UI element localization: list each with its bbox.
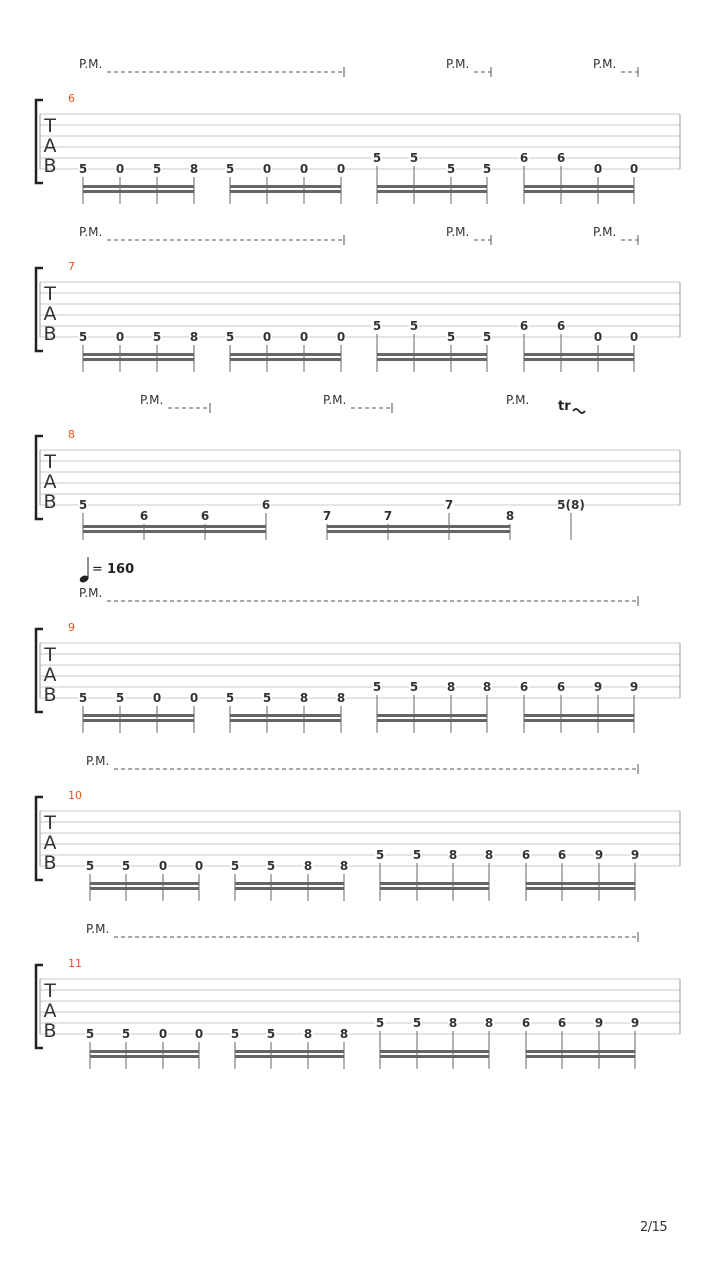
measure-number: 10 xyxy=(68,789,82,802)
beam-secondary xyxy=(230,190,341,193)
fret-number: 8 xyxy=(446,680,456,694)
palm-mute-label: P.M. xyxy=(79,586,103,600)
tab-clef-letter: B xyxy=(43,684,57,706)
palm-mute-label: P.M. xyxy=(506,393,530,407)
fret-number: 5 xyxy=(412,848,422,862)
fret-number: 6 xyxy=(557,848,567,862)
fret-number: 0 xyxy=(194,859,204,873)
fret-number: 5 xyxy=(230,859,240,873)
beam-secondary xyxy=(235,887,344,890)
measure-number: 8 xyxy=(68,428,75,441)
fret-number: 0 xyxy=(336,162,346,176)
beam-primary xyxy=(526,882,635,885)
beam-secondary xyxy=(524,719,634,722)
tab-clef-letter: A xyxy=(43,135,57,157)
fret-number: 5 xyxy=(409,319,419,333)
fret-number: 5 xyxy=(225,162,235,176)
fret-number: 9 xyxy=(593,680,603,694)
palm-mute-label: P.M. xyxy=(593,225,617,239)
fret-number: 7 xyxy=(383,509,393,523)
page-number: 2/15 xyxy=(640,1220,668,1235)
fret-number: 0 xyxy=(115,162,125,176)
fret-number: 5 xyxy=(482,330,492,344)
beam-secondary xyxy=(380,1055,489,1058)
fret-number: 5 xyxy=(446,162,456,176)
fret-number: 8 xyxy=(303,859,313,873)
fret-number: 8 xyxy=(484,848,494,862)
fret-number: 5(8) xyxy=(557,498,585,512)
fret-number: 6 xyxy=(557,1016,567,1030)
fret-number: 0 xyxy=(262,330,272,344)
fret-number: 5 xyxy=(372,151,382,165)
fret-number: 0 xyxy=(299,162,309,176)
fret-number: 8 xyxy=(484,1016,494,1030)
palm-mute-label: P.M. xyxy=(86,922,110,936)
beam-primary xyxy=(526,1050,635,1053)
measure-number: 11 xyxy=(68,957,82,970)
beam-secondary xyxy=(526,887,635,890)
tab-clef-letter: A xyxy=(43,664,57,686)
fret-number: 8 xyxy=(482,680,492,694)
fret-number: 0 xyxy=(152,691,162,705)
fret-number: 8 xyxy=(339,1027,349,1041)
beam-primary xyxy=(90,1050,199,1053)
fret-number: 0 xyxy=(593,162,603,176)
fret-number: 6 xyxy=(521,1016,531,1030)
beam-primary xyxy=(83,185,194,188)
fret-number: 5 xyxy=(266,1027,276,1041)
fret-number: 5 xyxy=(262,691,272,705)
beam-primary xyxy=(83,525,266,528)
palm-mute-label: P.M. xyxy=(79,57,103,71)
fret-number: 9 xyxy=(630,1016,640,1030)
fret-number: 8 xyxy=(299,691,309,705)
fret-number: 8 xyxy=(448,1016,458,1030)
fret-number: 6 xyxy=(556,319,566,333)
fret-number: 5 xyxy=(482,162,492,176)
palm-mute-label: P.M. xyxy=(593,57,617,71)
trill-wave xyxy=(573,409,585,413)
fret-number: 7 xyxy=(322,509,332,523)
fret-number: 8 xyxy=(189,330,199,344)
fret-number: 5 xyxy=(115,691,125,705)
trill-marking: tr xyxy=(558,399,571,414)
beam-primary xyxy=(380,1050,489,1053)
fret-number: 0 xyxy=(262,162,272,176)
beam-secondary xyxy=(377,358,487,361)
fret-number: 0 xyxy=(194,1027,204,1041)
beam-primary xyxy=(230,353,341,356)
beam-primary xyxy=(90,882,199,885)
beam-secondary xyxy=(377,190,487,193)
fret-number: 5 xyxy=(225,691,235,705)
beam-secondary xyxy=(377,719,487,722)
fret-number: 5 xyxy=(409,680,419,694)
fret-number: 6 xyxy=(556,680,566,694)
tab-clef-letter: A xyxy=(43,471,57,493)
fret-number: 0 xyxy=(629,162,639,176)
fret-number: 0 xyxy=(158,859,168,873)
fret-number: 5 xyxy=(85,859,95,873)
beam-secondary xyxy=(83,719,194,722)
fret-number: 6 xyxy=(139,509,149,523)
beam-primary xyxy=(83,353,194,356)
fret-number: 0 xyxy=(593,330,603,344)
beam-primary xyxy=(380,882,489,885)
fret-number: 5 xyxy=(78,691,88,705)
fret-number: 6 xyxy=(521,848,531,862)
beam-secondary xyxy=(380,887,489,890)
fret-number: 5 xyxy=(152,162,162,176)
fret-number: 5 xyxy=(375,1016,385,1030)
beam-secondary xyxy=(526,1055,635,1058)
beam-primary xyxy=(327,525,510,528)
palm-mute-label: P.M. xyxy=(323,393,347,407)
tempo-value: 160 xyxy=(107,562,135,577)
fret-number: 5 xyxy=(78,330,88,344)
fret-number: 6 xyxy=(519,680,529,694)
fret-number: 6 xyxy=(261,498,271,512)
measure-number: 9 xyxy=(68,621,75,634)
fret-number: 9 xyxy=(629,680,639,694)
fret-number: 5 xyxy=(412,1016,422,1030)
beam-primary xyxy=(230,185,341,188)
tab-clef-letter: A xyxy=(43,303,57,325)
tab-clef-letter: T xyxy=(44,644,56,666)
tab-clef-letter: T xyxy=(44,283,56,305)
fret-number: 6 xyxy=(200,509,210,523)
fret-number: 9 xyxy=(594,1016,604,1030)
tab-clef-letter: B xyxy=(43,323,57,345)
fret-number: 8 xyxy=(303,1027,313,1041)
fret-number: 5 xyxy=(78,162,88,176)
beam-secondary xyxy=(90,887,199,890)
palm-mute-label: P.M. xyxy=(79,225,103,239)
palm-mute-label: P.M. xyxy=(446,57,470,71)
beam-secondary xyxy=(83,358,194,361)
fret-number: 5 xyxy=(230,1027,240,1041)
fret-number: 9 xyxy=(594,848,604,862)
tab-clef-letter: T xyxy=(44,980,56,1002)
tempo-equals: = xyxy=(92,562,103,577)
fret-number: 0 xyxy=(189,691,199,705)
measure-number: 6 xyxy=(68,92,75,105)
fret-number: 5 xyxy=(375,848,385,862)
fret-number: 6 xyxy=(519,319,529,333)
fret-number: 5 xyxy=(78,498,88,512)
palm-mute-label: P.M. xyxy=(86,754,110,768)
fret-number: 0 xyxy=(299,330,309,344)
tab-clef-letter: B xyxy=(43,1020,57,1042)
fret-number: 5 xyxy=(121,1027,131,1041)
tab-clef-letter: T xyxy=(44,812,56,834)
fret-number: 8 xyxy=(505,509,515,523)
fret-number: 5 xyxy=(121,859,131,873)
palm-mute-label: P.M. xyxy=(140,393,164,407)
beam-primary xyxy=(524,353,634,356)
tab-clef-letter: B xyxy=(43,155,57,177)
beam-secondary xyxy=(327,530,510,533)
fret-number: 5 xyxy=(85,1027,95,1041)
fret-number: 5 xyxy=(372,319,382,333)
tab-clef-letter: A xyxy=(43,832,57,854)
beam-secondary xyxy=(83,190,194,193)
fret-number: 6 xyxy=(519,151,529,165)
palm-mute-label: P.M. xyxy=(446,225,470,239)
tab-clef-letter: T xyxy=(44,451,56,473)
beam-primary xyxy=(377,185,487,188)
beam-primary xyxy=(235,1050,344,1053)
fret-number: 8 xyxy=(189,162,199,176)
beam-secondary xyxy=(524,190,634,193)
tab-clef-letter: T xyxy=(44,115,56,137)
beam-primary xyxy=(524,185,634,188)
fret-number: 7 xyxy=(444,498,454,512)
beam-primary xyxy=(377,353,487,356)
beam-primary xyxy=(83,714,194,717)
beam-secondary xyxy=(90,1055,199,1058)
fret-number: 8 xyxy=(339,859,349,873)
beam-secondary xyxy=(230,719,341,722)
beam-primary xyxy=(377,714,487,717)
fret-number: 6 xyxy=(556,151,566,165)
beam-primary xyxy=(230,714,341,717)
fret-number: 0 xyxy=(158,1027,168,1041)
beam-primary xyxy=(524,714,634,717)
tab-clef-letter: A xyxy=(43,1000,57,1022)
fret-number: 5 xyxy=(372,680,382,694)
fret-number: 5 xyxy=(225,330,235,344)
fret-number: 0 xyxy=(629,330,639,344)
tab-clef-letter: B xyxy=(43,852,57,874)
fret-number: 8 xyxy=(448,848,458,862)
measure-number: 7 xyxy=(68,260,75,273)
fret-number: 5 xyxy=(152,330,162,344)
beam-secondary xyxy=(83,530,266,533)
beam-secondary xyxy=(235,1055,344,1058)
beam-secondary xyxy=(230,358,341,361)
tab-clef-letter: B xyxy=(43,491,57,513)
fret-number: 0 xyxy=(336,330,346,344)
fret-number: 9 xyxy=(630,848,640,862)
beam-secondary xyxy=(524,358,634,361)
fret-number: 5 xyxy=(446,330,456,344)
fret-number: 5 xyxy=(266,859,276,873)
beam-primary xyxy=(235,882,344,885)
fret-number: 5 xyxy=(409,151,419,165)
fret-number: 0 xyxy=(115,330,125,344)
fret-number: 8 xyxy=(336,691,346,705)
